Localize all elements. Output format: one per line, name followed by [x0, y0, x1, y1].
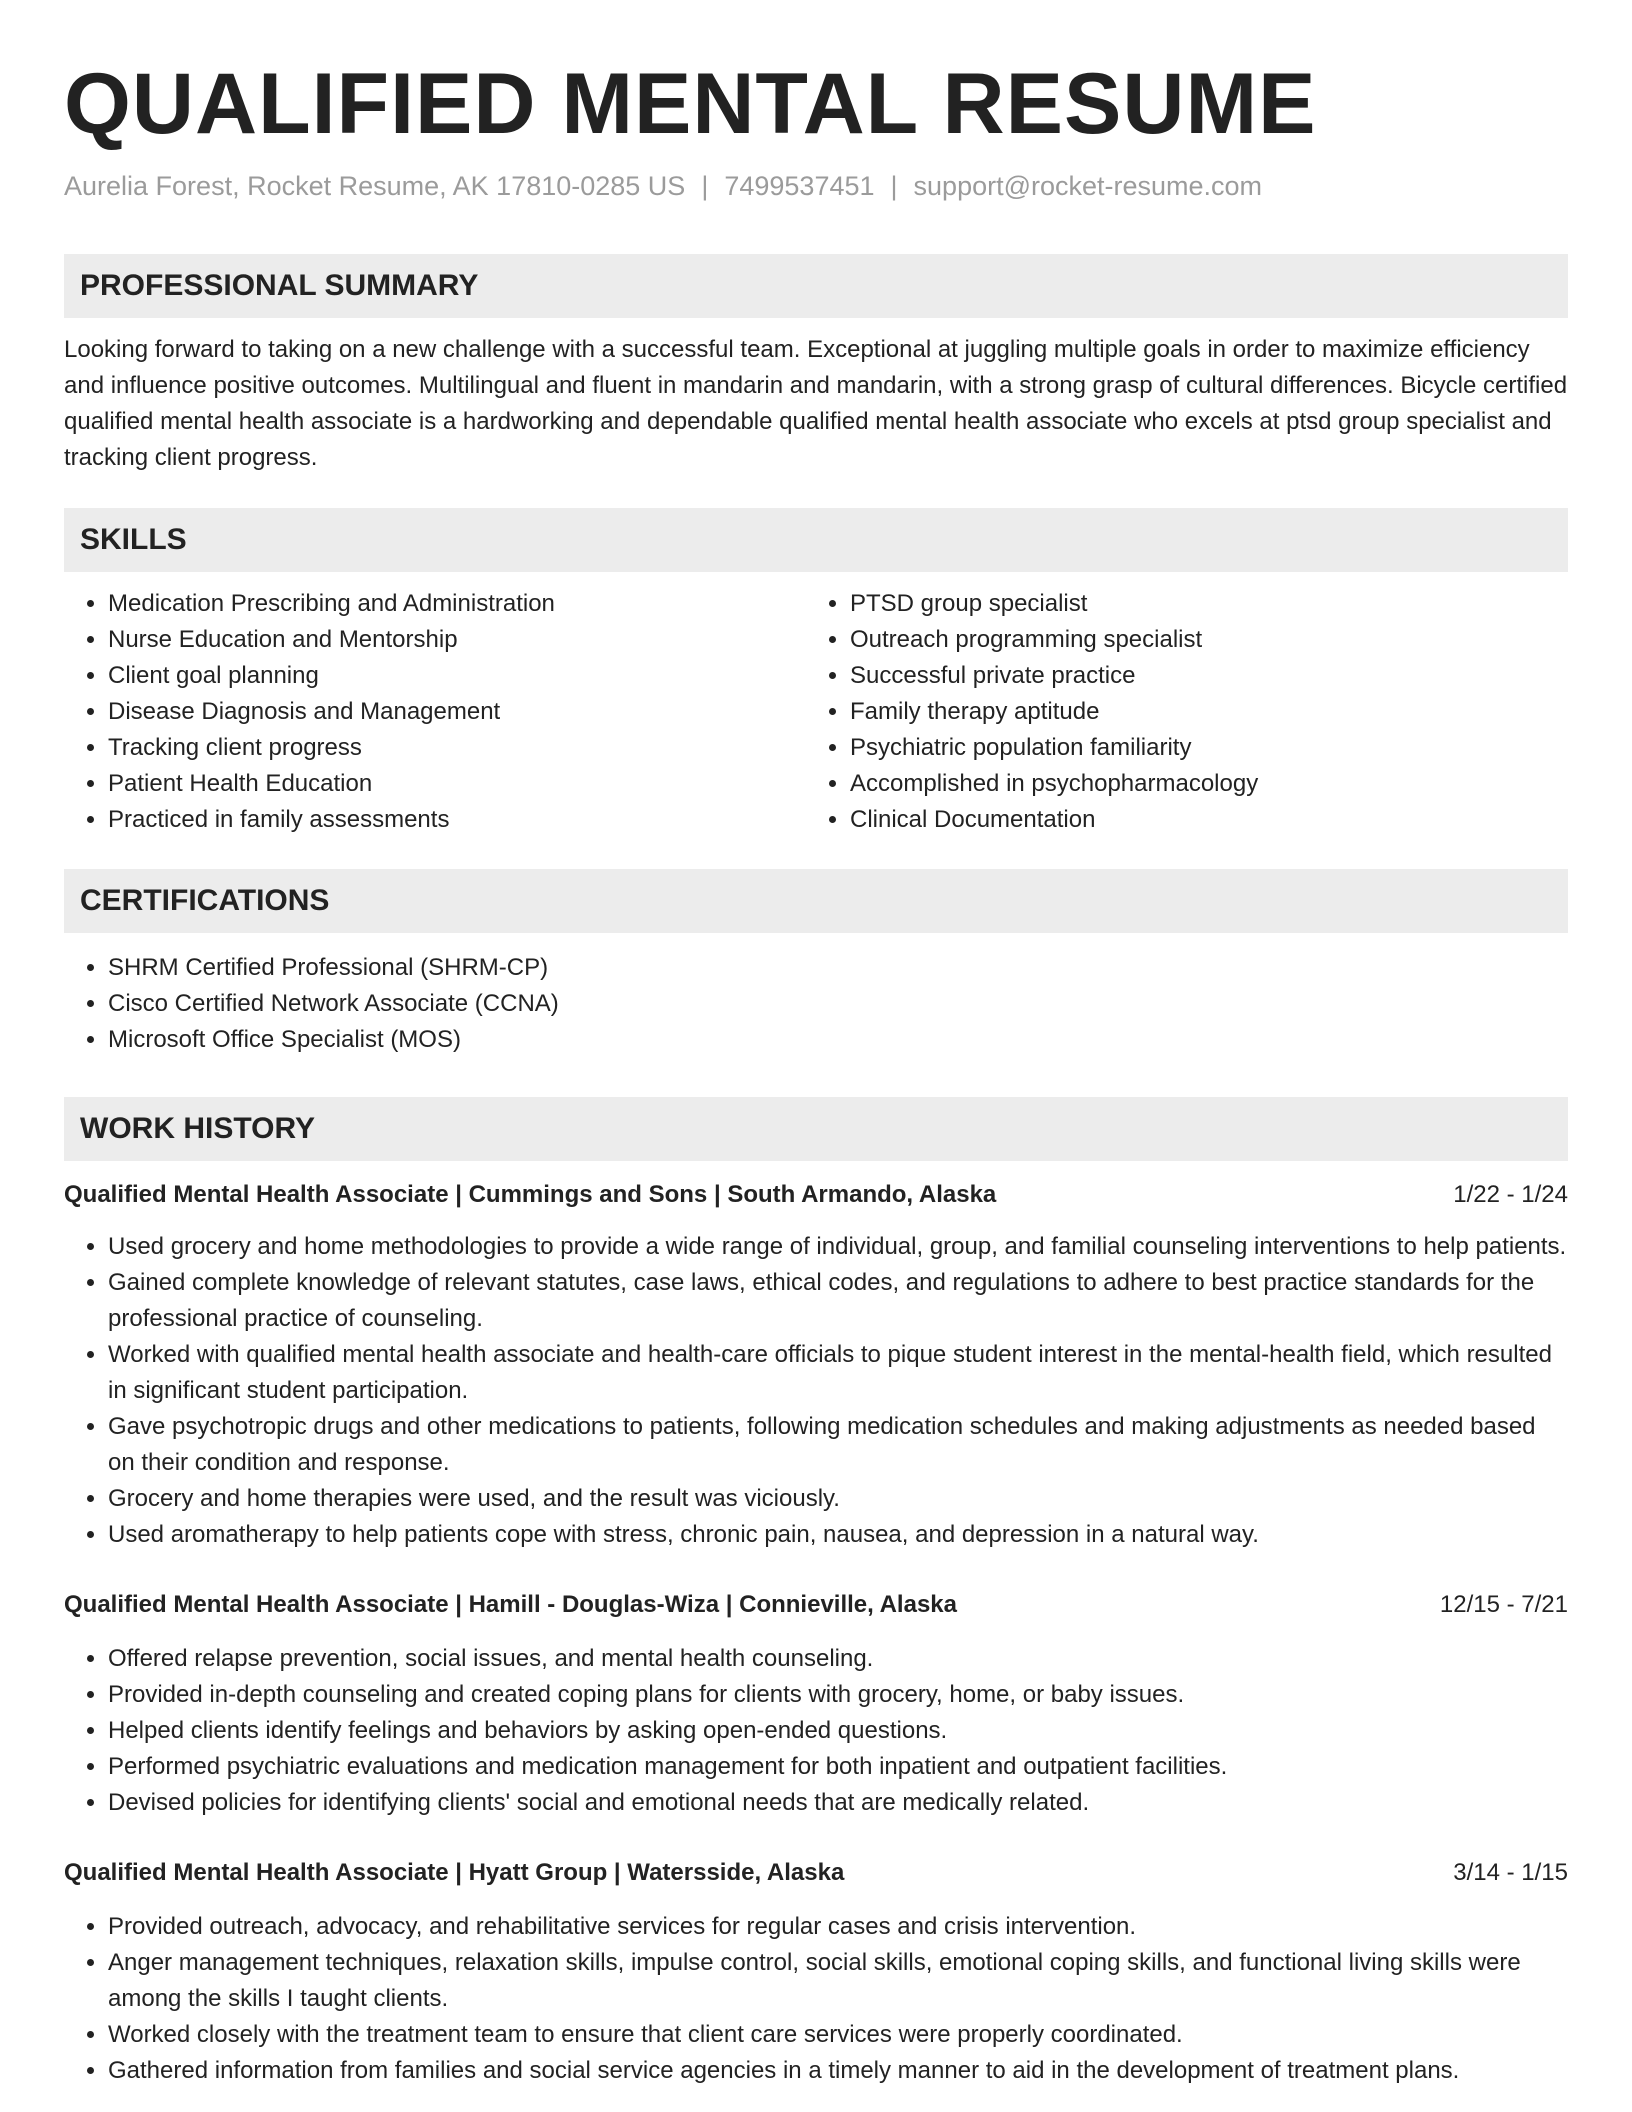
- certification-item: • Microsoft Office Specialist (MOS): [108, 1022, 1568, 1058]
- job-title: Qualified Mental Health Associate | Hamill - Douglas-Wiza | Connieville, Alaska: [64, 1591, 957, 1618]
- job-heading: [64, 1177, 1568, 1213]
- skills-columns: [64, 586, 1568, 838]
- job-bullet: • Worked closely with the treatment team to ensure that client care services were properly coordinated.: [108, 2017, 1568, 2053]
- skill-item: • Successful private practice: [850, 658, 1548, 694]
- job-bullet: • Offered relapse prevention, social issues, and mental health counseling.: [108, 1641, 1568, 1677]
- skill-item: • Patient Health Education: [108, 766, 806, 802]
- job-dates: 3/14 - 1/15: [1453, 1859, 1568, 1886]
- skill-item: • Accomplished in psychopharmacology: [850, 766, 1548, 802]
- job-bullet: • Used grocery and home methodologies to provide a wide range of individual, group, and familial counseling interventions to help patients.: [108, 1229, 1568, 1265]
- contact-email: support@rocket-resume.com: [913, 171, 1263, 201]
- summary-text: Looking forward to taking on a new challenge with a successful team. Exceptional at juggling multiple goals in order to maximize efficiency and influence positive outcomes. Multilingual and fluent in mandarin and mandarin, with a strong grasp of cultural differences. Bicycle certified qualified mental health associate is a hardworking and dependable qualified mental health associate who excels at ptsd group specialist and tracking client progress.: [64, 336, 1568, 471]
- contact-phone: 7499537451: [724, 171, 875, 201]
- skill-item: • Outreach programming specialist: [850, 622, 1548, 658]
- job-dates: 1/22 - 1/24: [1453, 1181, 1568, 1208]
- job-bullet: • Anger management techniques, relaxation skills, impulse control, social skills, emotional coping skills, and functional living skills were among the skills I taught clients.: [108, 1945, 1568, 2017]
- resume-title: QUALIFIED MENTAL RESUME: [64, 56, 1317, 152]
- contact-separator: |: [890, 171, 898, 201]
- job-bullets: [64, 1229, 1568, 1553]
- skill-item: • Tracking client progress: [108, 730, 806, 766]
- section-heading-work-history: WORK HISTORY: [64, 1097, 1568, 1161]
- job-bullets: [64, 1909, 1568, 2089]
- job-bullet: • Helped clients identify feelings and behaviors by asking open-ended questions.: [108, 1713, 1568, 1749]
- job-heading: [64, 1855, 1568, 1891]
- skills-list-left: [64, 586, 806, 838]
- skill-item: • Practiced in family assessments: [108, 802, 806, 838]
- contact-address: Aurelia Forest, Rocket Resume, AK 17810-0285 US: [64, 171, 686, 201]
- skills-column-right: [806, 586, 1548, 838]
- job-bullet: • Used aromatherapy to help patients cope with stress, chronic pain, nausea, and depression in a natural way.: [108, 1517, 1568, 1553]
- job-bullet: • Gained complete knowledge of relevant statutes, case laws, ethical codes, and regulations to adhere to best practice standards for the professional practice of counseling.: [108, 1265, 1568, 1337]
- skill-item: • Medication Prescribing and Administration: [108, 586, 806, 622]
- job-bullet: • Provided in-depth counseling and created coping plans for clients with grocery, home, or baby issues.: [108, 1677, 1568, 1713]
- job-bullet: • Devised policies for identifying clients' social and emotional needs that are medically related.: [108, 1785, 1568, 1821]
- section-heading-summary: PROFESSIONAL SUMMARY: [64, 254, 1568, 318]
- skill-item: • Family therapy aptitude: [850, 694, 1548, 730]
- job-bullet: • Gathered information from families and social service agencies in a timely manner to aid in the development of treatment plans.: [108, 2053, 1568, 2089]
- job-heading: [64, 1587, 1568, 1623]
- job-title: Qualified Mental Health Associate | Hyatt Group | Watersside, Alaska: [64, 1859, 845, 1886]
- skills-column-left: [64, 586, 806, 838]
- certifications-list: [64, 950, 1568, 1058]
- section-heading-certifications: CERTIFICATIONS: [64, 869, 1568, 933]
- skill-item: • Client goal planning: [108, 658, 806, 694]
- skill-item: • Nurse Education and Mentorship: [108, 622, 806, 658]
- job-bullet: • Grocery and home therapies were used, and the result was viciously.: [108, 1481, 1568, 1517]
- skill-item: • PTSD group specialist: [850, 586, 1548, 622]
- job-bullets: [64, 1641, 1568, 1821]
- contact-separator: |: [701, 171, 709, 201]
- contact-line: [64, 168, 1568, 204]
- skill-item: • Disease Diagnosis and Management: [108, 694, 806, 730]
- section-heading-skills: SKILLS: [64, 508, 1568, 572]
- job-bullet: • Gave psychotropic drugs and other medications to patients, following medication schedules and making adjustments as needed based on their condition and response.: [108, 1409, 1568, 1481]
- job-bullet: • Worked with qualified mental health associate and health-care officials to pique student interest in the mental-health field, which resulted in significant student participation.: [108, 1337, 1568, 1409]
- skill-item: • Clinical Documentation: [850, 802, 1548, 838]
- job-bullet: • Provided outreach, advocacy, and rehabilitative services for regular cases and crisis intervention.: [108, 1909, 1568, 1945]
- job-bullet: • Performed psychiatric evaluations and medication management for both inpatient and outpatient facilities.: [108, 1749, 1568, 1785]
- job-title: Qualified Mental Health Associate | Cummings and Sons | South Armando, Alaska: [64, 1181, 997, 1208]
- job-dates: 12/15 - 7/21: [1439, 1591, 1568, 1618]
- certification-item: • Cisco Certified Network Associate (CCNA): [108, 986, 1568, 1022]
- certification-item: • SHRM Certified Professional (SHRM-CP): [108, 950, 1568, 986]
- skills-list-right: [806, 586, 1548, 838]
- skill-item: • Psychiatric population familiarity: [850, 730, 1548, 766]
